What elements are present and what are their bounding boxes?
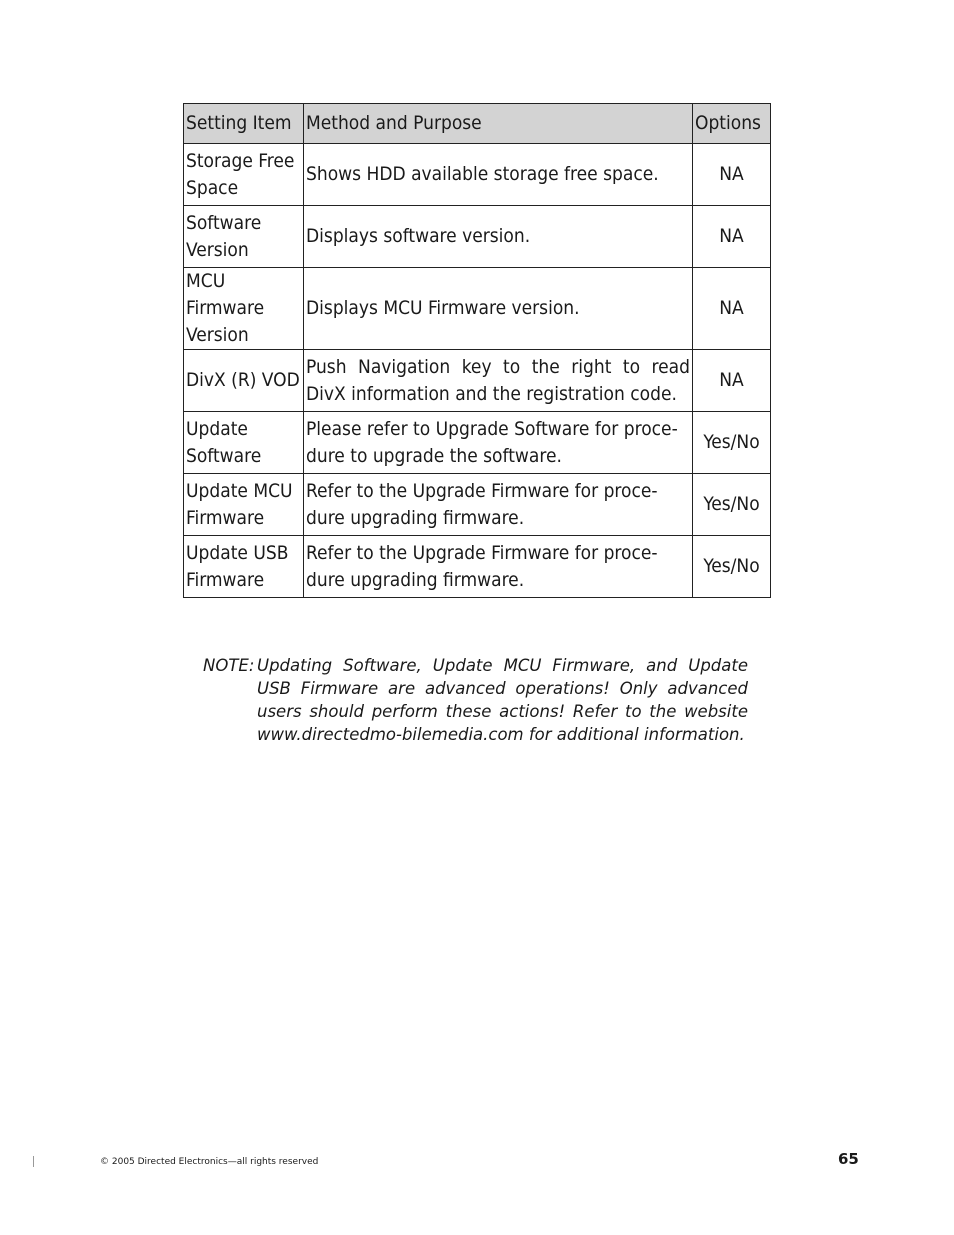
footer-divider-mark <box>33 1156 34 1167</box>
options-cell: NA <box>693 144 771 206</box>
footer-copyright: © 2005 Directed Electronics—all rights reserved <box>100 1157 319 1167</box>
table-row <box>184 350 771 412</box>
table-row <box>184 206 771 268</box>
note-block <box>203 654 748 746</box>
setting-item-cell: DivX (R) VOD <box>184 350 304 412</box>
setting-item-cell: MCU Firmware Version <box>184 268 304 350</box>
options-cell: Yes/No <box>693 536 771 598</box>
method-cell: Please refer to Upgrade Software for proce-dure to upgrade the software. <box>304 412 693 474</box>
setting-item-cell: Storage Free Space <box>184 144 304 206</box>
options-cell: Yes/No <box>693 474 771 536</box>
table-row <box>184 144 771 206</box>
method-cell: Refer to the Upgrade Firmware for proce-dure upgrading firmware. <box>304 474 693 536</box>
setting-item-cell: Update MCU Firmware <box>184 474 304 536</box>
page-number: 65 <box>838 1150 859 1168</box>
method-cell: Displays software version. <box>304 206 693 268</box>
table-row <box>184 536 771 598</box>
method-cell: Push Navigation key to the right to read DivX information and the registration code. <box>304 350 693 412</box>
method-cell: Displays MCU Firmware version. <box>304 268 693 350</box>
table-row <box>184 474 771 536</box>
options-cell: NA <box>693 350 771 412</box>
options-cell: NA <box>693 268 771 350</box>
table-header-row <box>184 104 771 144</box>
header-options: Options <box>693 104 771 144</box>
setting-item-cell: Update Software <box>184 412 304 474</box>
method-cell: Shows HDD available storage free space. <box>304 144 693 206</box>
table-row <box>184 268 771 350</box>
setting-item-cell: Software Version <box>184 206 304 268</box>
options-cell: Yes/No <box>693 412 771 474</box>
note-text: Updating Software, Update MCU Firmware, and Update USB Firmware are advanced operations! Only advanced users should perform these actions! Refer to the website www.directedmo-bilemedia.com for additional information. <box>257 656 748 744</box>
settings-table <box>183 103 771 598</box>
header-method-and-purpose: Method and Purpose <box>304 104 693 144</box>
method-cell: Refer to the Upgrade Firmware for proce-dure upgrading firmware. <box>304 536 693 598</box>
note-label: NOTE: <box>203 656 255 675</box>
header-setting-item: Setting Item <box>184 104 304 144</box>
table-row <box>184 412 771 474</box>
setting-item-cell: Update USB Firmware <box>184 536 304 598</box>
options-cell: NA <box>693 206 771 268</box>
